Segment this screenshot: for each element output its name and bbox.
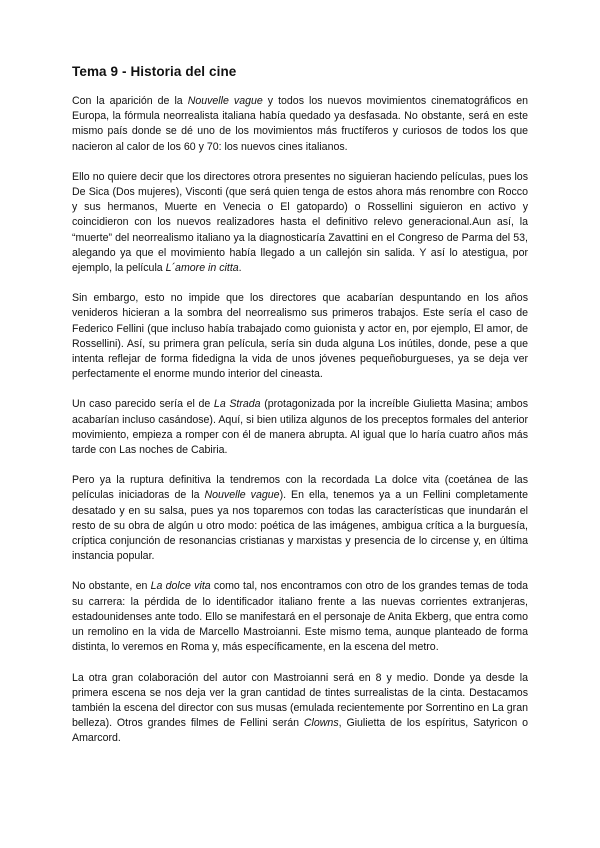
paragraph-text: ). En ella, tenemos ya a un Fellini completamente desatado y en su salsa, pues ya nos toparemos con todas las características que inundarán el resto de su obra de algún u otro modo: poética de las imágenes, ambigua crítica a la burguesía, críptica conjunción de resonancias cristianas y marxistas y presencia de lo circense y, en última instancia popular. [72, 489, 528, 563]
italic-title-text: La Strada [213, 398, 261, 411]
document-page [72, 64, 528, 762]
body-paragraph [72, 473, 528, 564]
paragraph-text: Ello no quiere decir que los directores otrora presentes no siguieran haciendo películas, pues los De Sica (Dos mujeres), Visconti (que será quien tenga de estos ahora más renombre con Rocco y sus hermanos, Muerte en Venecia o El gatopardo) o Rossellini siguieron en activo y coincidieron con los nuevos realizadores hasta el definitivo relevo generacional.Aun así, la “muerte” del neorrealismo italiano ya la diagnosticaría Zavattini en el Congreso de Parma del 53, alegando ya que el movimiento había llegado a un callejón sin salida. Y así lo atestigua, por ejemplo, la película [72, 170, 528, 275]
italic-title-text: La dolce vita [150, 580, 211, 593]
title-separator: - [118, 64, 131, 79]
body-paragraph [72, 671, 528, 747]
document-body [72, 94, 528, 747]
body-paragraph [72, 579, 528, 655]
body-paragraph [72, 291, 528, 382]
document-title [72, 64, 528, 79]
paragraph-text: Pero ya la ruptura definitiva la tendremos con la recordada La dolce vita (coetánea de las películas iniciadoras de la [72, 474, 528, 502]
paragraph-text: La otra gran colaboración del autor con Mastroianni será en 8 y medio. Donde ya desde la primera escena se nos deja ver la gran cantidad de tintes surrealistas de la cinta. Destacamos también la escena del director con sus musas (emulada recientemente por Sorrentino en La gran belleza). Otros grandes filmes de Fellini serán [72, 671, 528, 730]
paragraph-text: . [238, 262, 242, 275]
paragraph-text: No obstante, en [72, 580, 151, 593]
italic-title-text: Nouvelle vague [204, 489, 280, 502]
body-paragraph [72, 397, 528, 458]
italic-title-text: Clowns [303, 717, 339, 730]
paragraph-text: Con la aparición de la [72, 95, 188, 107]
paragraph-text: (protagonizada por la increíble Giulietta Masina; ambos acabarían incluso casándose). Aquí, si bien utiliza algunos de los preceptos formales del anterior movimiento, empieza a romper con él de manera abrupta. Al igual que lo haría cuatro años más tarde con Las noches de Cabiria. [72, 398, 528, 457]
title-topic: Historia del cine [130, 64, 237, 79]
italic-title-text: Nouvelle vague [187, 95, 263, 107]
paragraph-text: Sin embargo, esto no impide que los directores que acabarían despuntando en los años venideros hicieran a la sombra del neorrealismo sus primeros trabajos. Este sería el caso de Federico Fellini (que incluso había trabajado como guionista y actor en, por ejemplo, El amor, de Rossellini). Así, su primera gran película, sería sin duda alguna Los inútiles, donde, pese a que intenta reflejar de forma fidedigna la vida de unos jóvenes pequeñoburgueses, ya se deja ver perfectamente el enorme mundo interior del cineasta. [72, 292, 528, 381]
paragraph-text: Un caso parecido sería el de [72, 398, 214, 411]
paragraph-text: , Giulietta de los espíritus, Satyricon o Amarcord. [72, 717, 528, 745]
body-paragraph [72, 170, 528, 276]
italic-title-text: L´amore in citta [165, 262, 239, 275]
body-paragraph [72, 94, 528, 155]
paragraph-text: como tal, nos encontramos con otro de los grandes temas de toda su carrera: la pérdida de lo identificador italiano frente a las nuevas corrientes extranjeras, estadounidenses ante todo. Ello se manifestará en el personaje de Anita Ekberg, que entra como un remolino en la vida de Marcello Mastroianni. Este mismo tema, aunque planteado de forma distinta, lo veremos en Roma y, más específicamente, en la escena del metro. [72, 580, 528, 654]
paragraph-text: y todos los nuevos movimientos cinematográficos en Europa, la fórmula neorrealista italiana había quedado ya desfasada. No obstante, será en este mismo país donde se dé uno de los movimientos más fructíferos y curiosos de todos los que nacieron al calor de los 60 y 70: los nuevos cines italianos. [72, 95, 529, 153]
title-number: Tema 9 [72, 64, 119, 79]
